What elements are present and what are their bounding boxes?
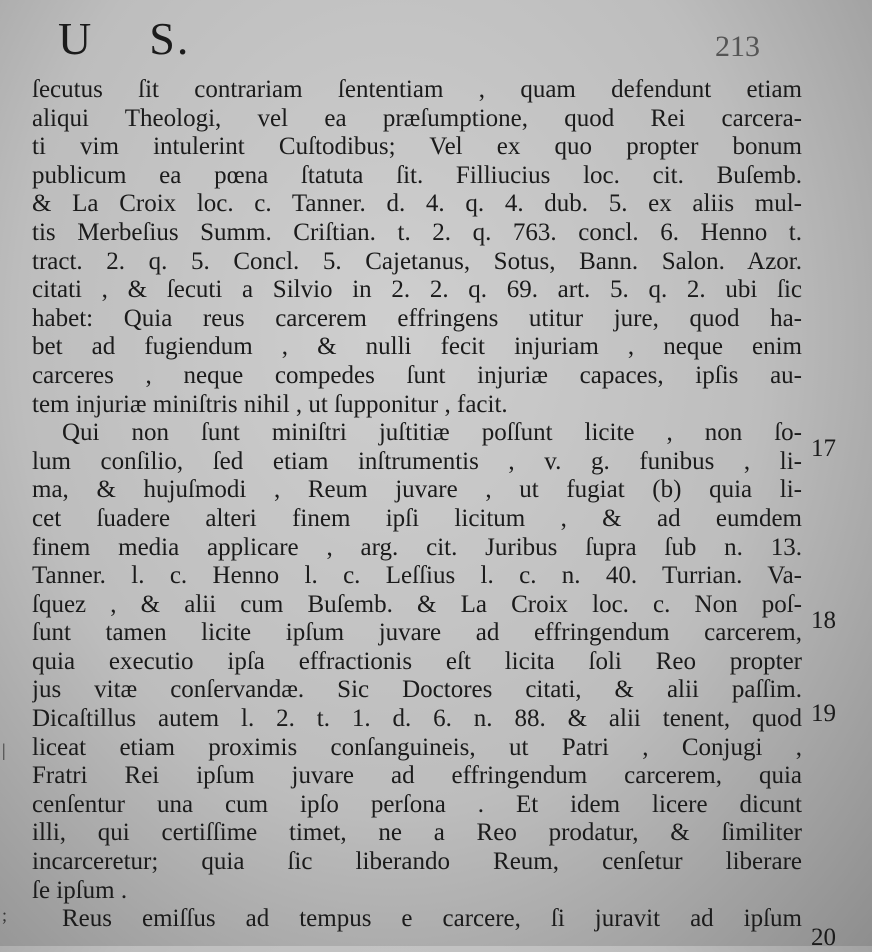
text-line: carceres , neque compedes ſunt injuriæ capaces, ipſis au- — [32, 361, 802, 389]
text-line: Fratri Rei ipſum juvare ad effringendum carcerem, quia — [32, 762, 802, 790]
text-line: Dicaſtillus autem l. 2. t. 1. d. 6. n. 88. & alii tenent, quod — [32, 705, 802, 733]
text-line: ti vim intulerint Cuſtodibus; Vel ex quo propter bonum — [32, 133, 802, 161]
text-line: tem injuriæ miniſtris nihil , ut ſupponitur , facit. — [32, 390, 508, 418]
text-line: ma, & hujuſmodi , Reum juvare , ut fugiat (b) quia li- — [32, 476, 802, 504]
text-line: illi, qui certiſſime timet, ne a Reo prodatur, & ſimiliter — [32, 819, 802, 847]
text-line: bet ad fugiendum , & nulli fecit injuriam , neque enim — [32, 333, 802, 361]
text-line: ſecutus ſit contrariam ſententiam , quam defendunt etiam — [32, 76, 802, 103]
page-number: 213 — [715, 30, 760, 63]
body-text — [32, 76, 802, 934]
margin-number-18: 18 — [811, 607, 836, 634]
text-line: Qui non ſunt miniſtri juſtitiæ poſſunt licite , non ſo- — [62, 419, 802, 447]
text-line: tract. 2. q. 5. Concl. 5. Cajetanus, Sotus, Bann. Salon. Azor. — [32, 247, 802, 275]
margin-number-19: 19 — [811, 700, 836, 727]
page-header — [0, 12, 872, 72]
margin-number-17: 17 — [811, 435, 836, 462]
text-line: & La Croix loc. c. Tanner. d. 4. q. 4. dub. 5. ex aliis mul- — [32, 190, 802, 218]
text-line: quia executio ipſa effractionis eſt licita ſoli Reo propter — [32, 647, 802, 675]
text-line: liceat etiam proximis conſanguineis, ut Patri , Conjugi , — [32, 733, 802, 761]
left-margin-mark: ; — [2, 905, 8, 925]
text-line: lum conſilio, ſed etiam inſtrumentis , v. g. funibus , li- — [32, 447, 802, 475]
text-line: jus vitæ conſervandæ. Sic Doctores citati, & alii paſſim. — [32, 676, 802, 704]
margin-number-20: 20 — [811, 924, 836, 951]
text-line: cet ſuadere alteri finem ipſi licitum , & ad eumdem — [32, 504, 802, 532]
text-line: habet: Quia reus carcerem effringens utitur jure, quod ha- — [32, 304, 802, 332]
text-line: aliqui Theologi, vel ea præſumptione, quod Rei carcera- — [32, 104, 802, 132]
running-head-letter-u: U — [58, 13, 94, 64]
text-line: Tanner. l. c. Henno l. c. Leſſius l. c. n. 40. Turrian. Va- — [32, 562, 802, 590]
text-line: cenſentur una cum ipſo perſona . Et idem licere dicunt — [32, 790, 802, 818]
text-line: finem media applicare , arg. cit. Juribus ſupra ſub n. 13. — [32, 533, 802, 561]
text-line: ſe ipſum . — [32, 876, 128, 904]
left-margin-mark: | — [2, 740, 6, 760]
running-head-letter-s: S. — [149, 13, 191, 64]
text-line: publicum ea pœna ſtatuta ſit. Filliucius loc. cit. Buſemb. — [32, 161, 802, 189]
text-line: Reus emiſſus ad tempus e carcere, ſi juravit ad ipſum — [62, 905, 802, 933]
text-line: incarceretur; quia ſic liberando Reum, cenſetur liberare — [32, 848, 802, 876]
text-line: tis Merbeſius Summ. Criſtian. t. 2. q. 763. concl. 6. Henno t. — [32, 218, 802, 246]
running-head — [58, 12, 190, 65]
text-line: ſunt tamen licite ipſum juvare ad effringendum carcerem, — [32, 619, 802, 647]
text-line: citati , & ſecuti a Silvio in 2. 2. q. 69. art. 5. q. 2. ubi ſic — [32, 276, 802, 304]
text-line: ſquez , & alii cum Buſemb. & La Croix loc. c. Non poſ- — [32, 590, 802, 618]
